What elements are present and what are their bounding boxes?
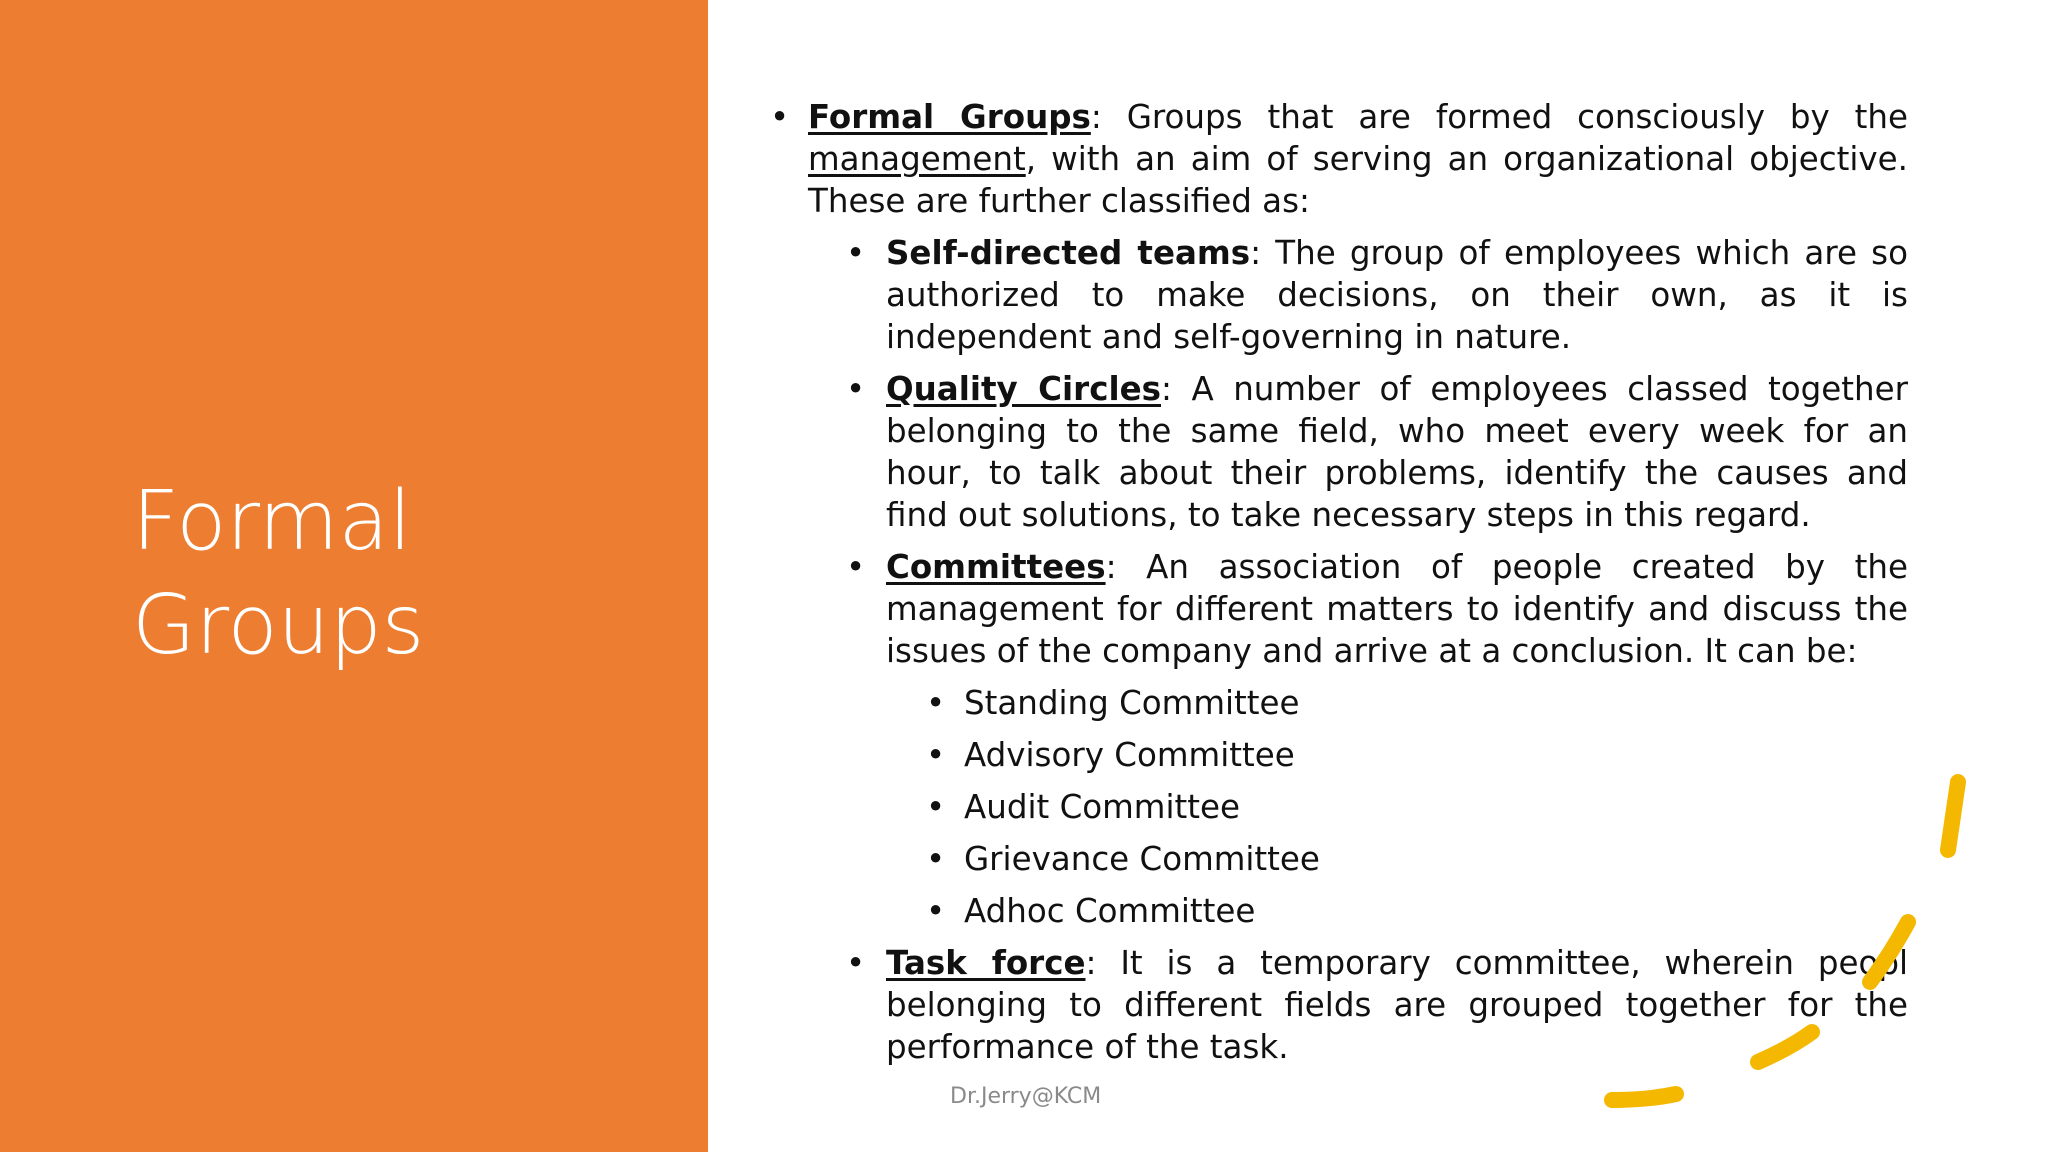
slide-title-line-2: Groups xyxy=(132,578,425,673)
formal-groups-term: Formal Groups xyxy=(808,98,1091,136)
formal-groups-text-a: : Groups that are formed consciously by the xyxy=(1090,98,1908,136)
slide-title xyxy=(132,470,424,678)
committee-type-item: • Standing Committee xyxy=(926,682,1908,724)
title-panel xyxy=(0,0,708,1152)
footer-credit: Dr.Jerry@KCM xyxy=(950,1084,1102,1109)
committees-text: : An association of people created by the management for different matters to identify and discuss the issues of the company and arrive at a conclusion. It can be: xyxy=(886,548,1908,670)
formal-groups-text-b: , with an aim of serving an organizational objective. These are further classified as: xyxy=(808,140,1908,220)
quality-circles-text: : A number of employees classed together belonging to the same field, who meet every week for an hour, to talk about their problems, identify the causes and find out solutions, to take necessary steps in this regard. xyxy=(886,370,1908,534)
committee-type-item: • Grievance Committee xyxy=(926,838,1908,880)
doodle-stroke-lower xyxy=(1758,1032,1812,1062)
self-directed-teams-text: : The group of employees which are so authorized to make decisions, on their own, as it is independent and self-governing in nature. xyxy=(886,234,1908,356)
quality-circles-term: Quality Circles xyxy=(886,370,1161,408)
committee-type-item: • Adhoc Committee xyxy=(926,890,1908,932)
doodle-stroke-top xyxy=(1948,782,1958,850)
committee-type-item: • Audit Committee xyxy=(926,786,1908,828)
management-link: management xyxy=(808,140,1026,178)
committee-type-item: • Advisory Committee xyxy=(926,734,1908,776)
committees-term: Committees xyxy=(886,548,1106,586)
bullet-quality-circles xyxy=(846,368,1908,536)
task-force-term: Task force xyxy=(886,944,1086,982)
slide-title-line-1: Formal xyxy=(132,474,412,569)
self-directed-teams-term: Self-directed teams xyxy=(886,234,1251,272)
task-force-text: : It is a temporary committee, wherein peopl belonging to different fields are grouped together for the performance of the task. xyxy=(886,944,1908,1066)
doodle-stroke-middle xyxy=(1870,922,1908,982)
bullet-self-directed-teams xyxy=(846,232,1908,358)
yellow-annotation-doodle xyxy=(1580,760,2000,1120)
doodle-stroke-bottom xyxy=(1612,1094,1676,1100)
